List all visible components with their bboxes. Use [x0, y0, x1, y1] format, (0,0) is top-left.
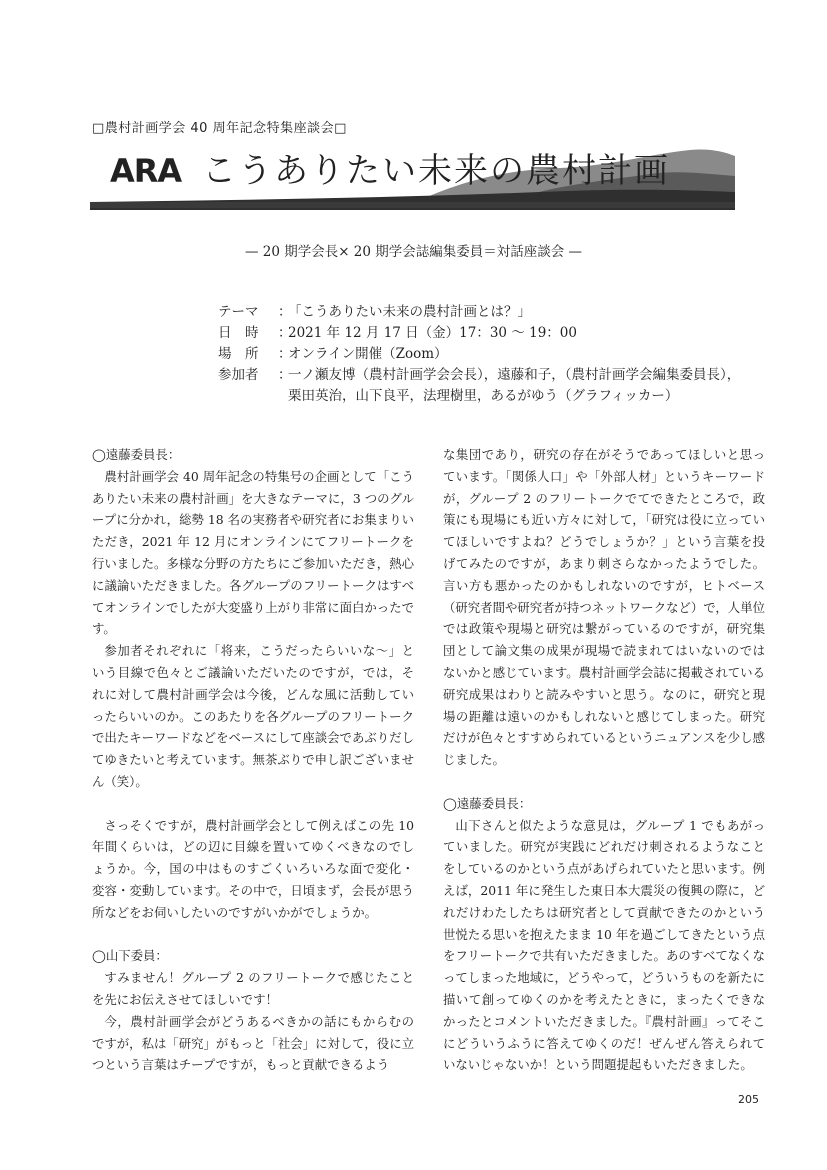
info-label [218, 386, 278, 407]
paragraph: 今，農村計画学会がどうあるべきかの話にもからむのですが，私は「研究」がもっと「社会」に対して，役に立つという言葉はチープですが，もっと貢献できるよう [92, 1013, 414, 1073]
info-row-date: 日 時 ： 2021 年 12 月 17 日（金）17：30 〜 19：00 [218, 323, 740, 344]
paragraph: な集団であり，研究の存在がそうであってほしいと思っています。「関係人口」や「外部人材」というキーワードが，グループ 2 のフリートークでてできたところで，政策にも現場にも近い方々に対して，「研究は役に立っていてほしいですよね？どうでしょうか？」という言葉を投げてみたのですが，あまり刺さらなかったようでした。言い方も悪かったのかもしれないのですが，ヒトベース（研究者間や研究者が持つネットワークなど）で，人単位では政策や現場と研究は繋がっているのですが，研究集団として論文集の成果が現場で読まれてはいないのではないかと感じています。農村計画学会誌に掲載されている研究成果はわりと読みやすいと思う。なのに，研究と現場の距離は遠いのかもしれないと感じてしまった。研究だけが色々とすすめられているというニュアンスを少し感じました。 [443, 447, 765, 768]
info-row-participants-cont [218, 386, 740, 407]
info-row-theme: テーマ ： 「こうありたい未来の農村計画とは？」 [218, 302, 740, 323]
subtitle: — 20 期学会長× 20 期学会誌編集委員＝対話座談会 — [244, 244, 583, 260]
paragraph: 参加者それぞれに「将来，こうだったらいいな〜」という目線で色々とご議論いただいたのですが，では，それに対して農村計画学会は今後，どんな風に活動していったらいいのか。このあたりを各グループのフリートークで出たキーワードなどをベースにして座談会であぶりだしてゆきたいと考えています。無茶ぶりで申し訳ございません（笑）。 [92, 643, 414, 789]
info-label: テーマ [218, 304, 259, 320]
series-label: □農村計画学会 40 周年記念特集座談会□ [92, 121, 347, 136]
banner-title: こうありたい未来の農村計画 [202, 151, 670, 191]
title-banner [90, 140, 735, 218]
right-column [443, 444, 765, 1076]
speaker-label: ◯山下委員： [92, 948, 168, 964]
info-label: 場 所 [218, 346, 259, 362]
info-row-place: 場 所 ： オンライン開催（Zoom） [218, 344, 740, 365]
paragraph: すみません！グループ 2 のフリートークで感じたことを先にお伝えさせてほしいです！ [92, 970, 414, 1007]
speaker-label: ◯遠藤委員長： [443, 795, 532, 811]
speaker-label: ◯遠藤委員長： [92, 447, 181, 462]
ara-logo: ARA [110, 152, 182, 190]
info-value: 「こうありたい未来の農村計画とは？」 [288, 304, 531, 320]
info-value: 栗田英治，山下良平，法理樹里，あるがゆう（グラフィッカー） [288, 388, 679, 404]
banner-base [90, 202, 735, 208]
info-value: 一ノ瀬友博（農村計画学会会長），遠藤和子，（農村計画学会編集委員長）， [288, 367, 741, 383]
info-label: 参加者 [218, 367, 259, 383]
info-value: オンライン開催（Zoom） [288, 346, 448, 362]
paragraph: 山下さんと似たような意見は，グループ 1 でもあがっていました。研究が実践にどれだけ刺されるようなことをしているのかという点があげられていたと思います。例えば，2011 年に発生した東日本大震災の復興の際に，どれだけわたしたちは研究者として貢献できたのかという世悦たる思いを抱えたまま 10 年を過ごしてきたという点をフリートークで共有いただきました。あのすべてなくなってしまった地域に，どうやって，どういうものを新たに描いて創ってゆくのかを考えたときに，まったくできなかったとコメントいただきました。『農村計画』ってそこにどういうふうに答えてゆくのだ！ぜんぜん答えられていないじゃないか！という問題提起もいただきました。 [443, 817, 765, 1073]
left-column [92, 444, 414, 1076]
paragraph: 農村計画学会 40 周年記念の特集号の企画として「こうありたい未来の農村計画」を大きなテーマに，3 つのグループに分かれ，総勢 18 名の実務者や研究者にお集まりいただき，2021 年 12 月にオンラインにてフリートークを行いました。多様な分野の方たちにご参加いただき，熱心に議論いただきました。各グループのフリートークはすべてオンラインでしたが大変盛り上がり非常に面白かったです。 [92, 468, 414, 637]
info-label: 日 時 [218, 325, 259, 341]
paragraph: さっそくですが，農村計画学会として例えばこの先 10 年間くらいは，どの辺に目線を置いてゆくべきなのでしょうか。今，国の中はものすごくいろいろな面で変化・変容・変動しています。その中で，日頃まず，会長が思う所などをお伺いしたいのですがいかがでしょうか。 [92, 817, 414, 920]
info-value: 2021 年 12 月 17 日（金）17：30 〜 19：00 [288, 325, 577, 341]
meeting-info [218, 302, 740, 407]
page-number: 205 [738, 1093, 759, 1106]
banner-artwork [90, 140, 735, 218]
info-row-participants: 参加者 ： 一ノ瀬友博（農村計画学会会長），遠藤和子，（農村計画学会編集委員長）， [218, 365, 740, 386]
